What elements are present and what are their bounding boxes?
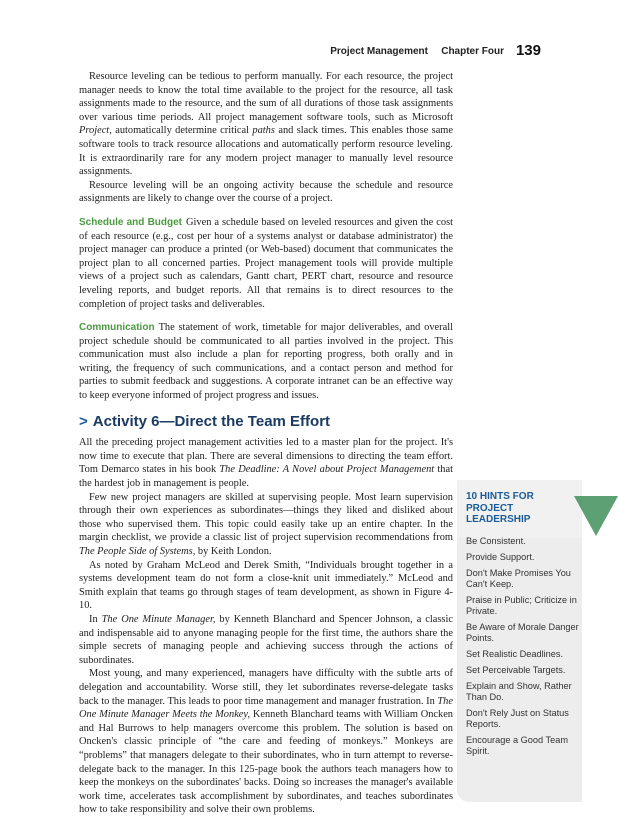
hint-item: Praise in Public; Criticize in Private. — [466, 595, 577, 616]
hint-item: Explain and Show, Rather Than Do. — [466, 681, 572, 702]
green-flag-icon — [574, 496, 618, 536]
hint-item: Don't Make Promises You Can't Keep. — [466, 568, 571, 589]
paragraph-activity-intro: All the preceding project management activities led to a master plan for the project. It's now time to execute that plan. There are several dimensions to directing the team effort. Tom Demarco states in his book The Deadline: A Novel about Project Management that the hardest job in management is people. — [79, 437, 453, 490]
paragraph-resource-leveling: Resource leveling can be tedious to perform manually. For each resource, the project manager needs to know the total time available to the project for the resource, all task assignments made to the resource, and the sum of all durations of those task assignments over various time periods. All project management software tools, such as Microsoft Project, automatically determine critical paths and slack times. This enables those same software tools to track resource allocations and automatically perform resource leveling. It is extraordinarily rare for any modern project manager to manually level resource assignments. — [79, 71, 453, 178]
paragraph-ongoing-leveling: Resource leveling will be an ongoing activity because the schedule and resource assignments are likely to change over the course of a project. — [79, 179, 453, 205]
hint-item: Set Realistic Deadlines. — [466, 649, 564, 659]
communication-text: The statement of work, timetable for major deliverables, and overall project schedule should be communicated to all parties involved in the project. This communication must also include a plan for reporting progress, both orally and in writing, the frequency of such communications, and a contact person and method for parties to submit feedback and suggestions. A corporate intranet can be an effective way to keep everyone informed of project progress and issues. — [79, 322, 453, 402]
header-chapter: Chapter Four — [441, 46, 504, 57]
paragraph-team-development: As noted by Graham McLeod and Derek Smith, “Individuals brought together in a systems development team do not form a close-knit unit immediately.” McLeod and Smith explain that teams go through stages of team development, as shown in Figure 4-10. — [79, 559, 453, 612]
margin-sidebar — [457, 480, 612, 802]
hint-item: Be Consistent. — [466, 536, 526, 546]
paragraph-communication — [79, 321, 453, 403]
activity-heading-text: Activity 6—Direct the Team Effort — [92, 412, 331, 430]
paragraph-one-minute-manager: In The One Minute Manager, by Kenneth Blanchard and Spencer Johnson, a classic and indispensable aid to anyone managing people for the first time, the authors share the simple secrets of managing people and achieving success through the actions of subordinates. — [79, 613, 453, 666]
hint-item: Don't Rely Just on Status Reports. — [466, 708, 569, 729]
running-header — [0, 44, 619, 64]
paragraph-delegation: Most young, and many experienced, managers have difficulty with the subtle arts of delegation and accountability. Worse still, they let subordinates reverse-delegate tasks back to the manager. This leads to poor time management and manager frustration. In The One Minute Manager Meets the Monkey, Kenneth Blanchard teams with William Oncken and Hal Burrows to help managers overcome this problem. The solution is based on Oncken's classic principle of “the care and feeding of monkeys.” Monkeys are “problems” that managers delegate to their subordinates, who in turn attempt to reverse-delegate back to the manager. In this 125-page book the authors teach managers how to keep the monkeys on the subordinates' backs. Doing so increases the manager's available work time, accelerates task accomplishment by subordinates, and teaches subordinates how to take responsibility and solve their own problems. — [79, 668, 454, 816]
sidebar-hints-list — [466, 536, 580, 762]
hint-item: Be Aware of Morale Danger Points. — [466, 622, 579, 643]
main-text-column — [79, 70, 453, 817]
runin-head-communication: Communication — [79, 322, 155, 334]
schedule-budget-text: Given a schedule based on leveled resources and given the cost of each resource (e.g., cost per hour of a systems analyst or database administrator) the project manager can produce a printed (or Web-based) document that communicates the project plan to all concerned parties. Project management tools will provide multiple views of a project such as calendars, Gantt chart, PERT chart, resource and resource leveling reports, and budget reports. All that remains is to direct resources to the completion of project tasks and deliverables. — [79, 216, 454, 310]
paragraph-schedule-budget — [79, 216, 453, 311]
chevron-right-icon: > — [79, 412, 88, 430]
paragraph-supervision: Few new project managers are skilled at supervising people. Most learn supervision through their own experiences as subordinates—things they liked and disliked about those who supervised them. This topic could easily take up an entire chapter. In the margin checklist, we provide a classic list of project supervision recommendations from The People Side of Systems, by Keith London. — [79, 491, 453, 557]
runin-head-schedule-budget: Schedule and Budget — [79, 216, 183, 228]
sidebar-title: 10 HINTS FOR PROJECT LEADERSHIP — [466, 491, 534, 525]
header-section-title: Project Management — [330, 46, 428, 57]
hint-item: Provide Support. — [466, 552, 535, 562]
hint-item: Encourage a Good Team Spirit. — [466, 735, 568, 756]
hint-item: Set Perceivable Targets. — [466, 665, 566, 675]
activity-heading — [79, 412, 453, 430]
page-number: 139 — [515, 42, 541, 59]
